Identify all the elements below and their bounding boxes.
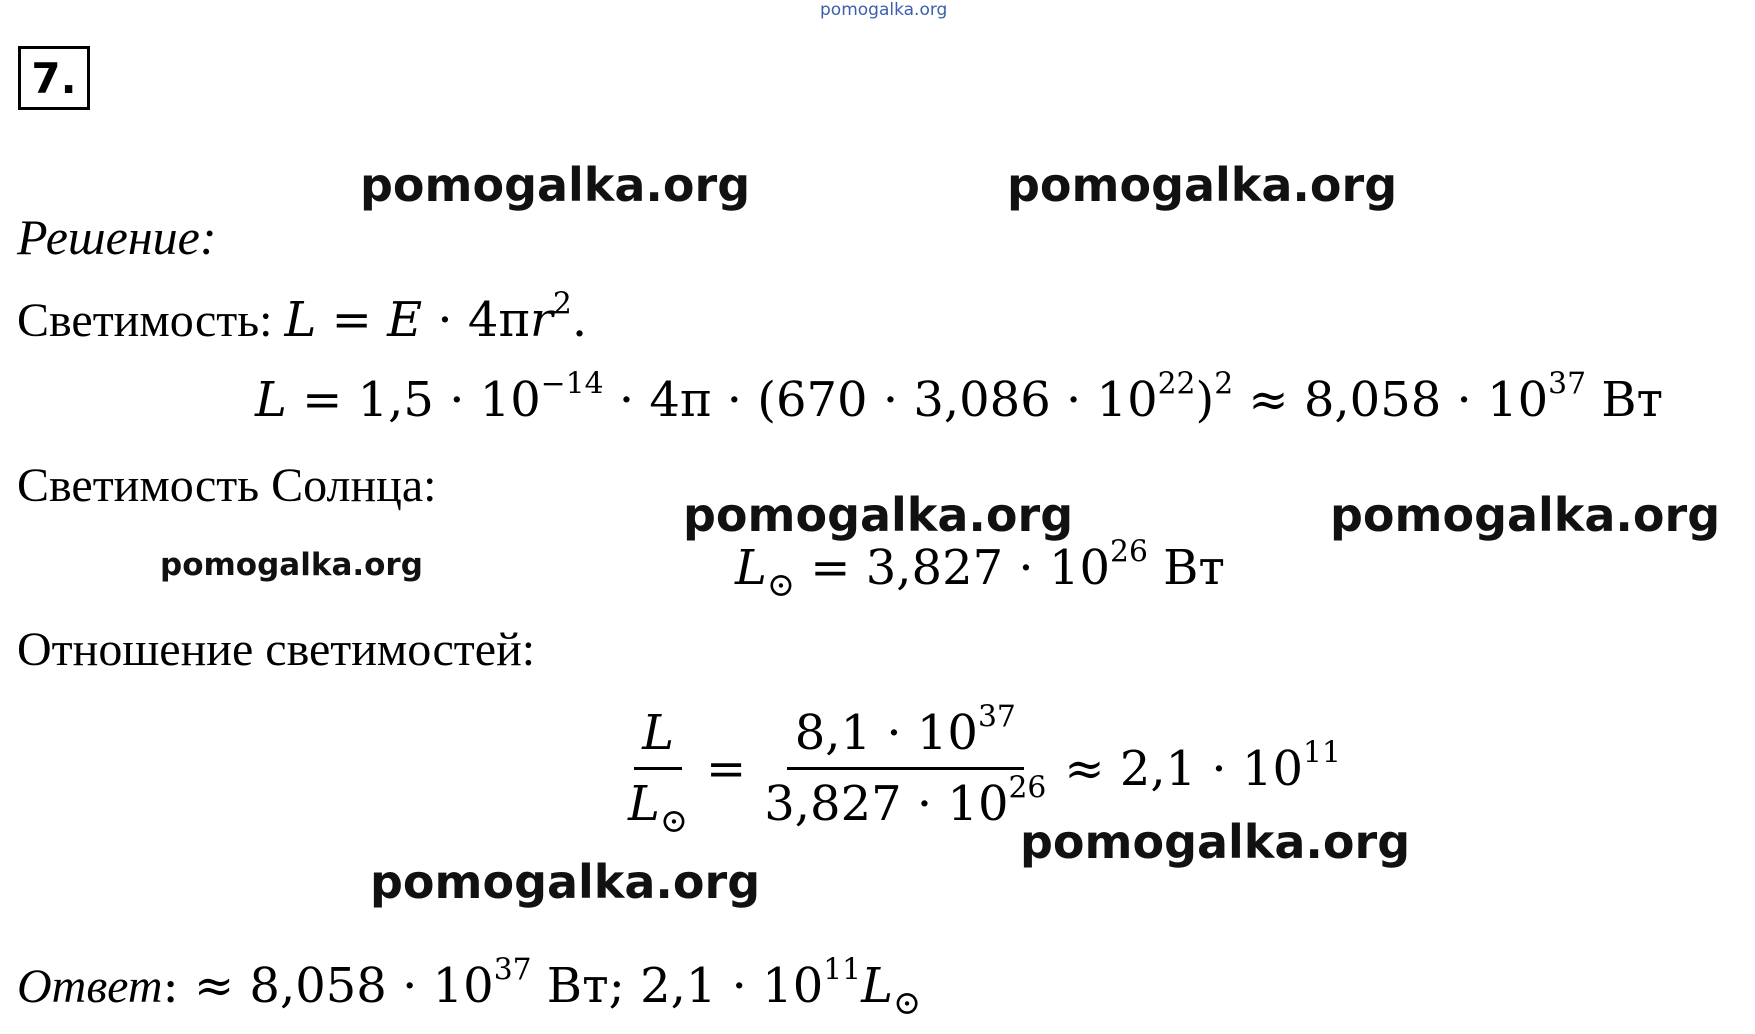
formula-r: r: [529, 292, 553, 348]
task-number-box: [18, 46, 90, 110]
task-number: 7.: [31, 53, 77, 103]
solution-heading: Решение:: [17, 209, 217, 265]
answer-part1: ≈ 8,058 · 10: [193, 958, 494, 1014]
luminosity-calculation: [255, 366, 1664, 428]
watermark-5: pomogalka.org: [160, 547, 423, 583]
ratio-result-exp: 11: [1303, 735, 1341, 771]
answer-part2: Вт; 2,1 · 10: [531, 958, 824, 1014]
formula-exponent: 2: [552, 286, 572, 322]
answer-line: [17, 952, 922, 1022]
ratio-fraction-2: [756, 699, 1054, 832]
watermark-4: pomogalka.org: [1330, 488, 1721, 542]
fraction-2-numerator: [787, 699, 1024, 770]
ratio-result-value: ≈ 2,1 · 10: [1064, 740, 1304, 797]
answer-colon: :: [162, 958, 194, 1014]
sun-sign-icon: ⊙: [659, 800, 689, 840]
sun-value: = 3,827 · 10: [795, 540, 1111, 596]
calc-exp1: −14: [540, 366, 604, 402]
ratio-equation: [610, 699, 1341, 840]
ratio-label: Отношение светимостей:: [17, 623, 536, 676]
answer-exp1: 37: [493, 952, 532, 988]
watermark-2: pomogalka.org: [1007, 158, 1398, 212]
solution-label: Решение: [17, 209, 200, 265]
answer-symbol: L: [861, 958, 893, 1014]
formula-rest: · 4π: [422, 292, 530, 348]
answer-exp2: 11: [823, 952, 862, 988]
fraction-2-denominator: [756, 770, 1054, 832]
calc-part3: ): [1195, 372, 1215, 428]
fraction-2-den-value: 3,827 · 10: [764, 776, 1009, 832]
formula-period: .: [571, 292, 588, 348]
answer-label: Ответ: [17, 960, 163, 1013]
fraction-2-num-exp: 37: [977, 699, 1016, 735]
watermark-6: pomogalka.org: [1020, 815, 1411, 869]
ratio-fraction-1: [620, 705, 696, 840]
calc-L: L: [255, 372, 287, 428]
calc-part4: ≈ 8,058 · 10: [1233, 372, 1549, 428]
sun-unit: Вт: [1147, 540, 1225, 596]
fraction-2-den-exp: 26: [1008, 770, 1047, 806]
sun-symbol: L: [735, 540, 767, 596]
formula-E: E: [387, 292, 423, 348]
watermark-1: pomogalka.org: [360, 158, 751, 212]
calc-unit: Вт: [1586, 372, 1664, 428]
calc-part1: = 1,5 · 10: [286, 372, 541, 428]
watermark-3: pomogalka.org: [683, 488, 1074, 542]
formula-L: L: [284, 292, 317, 348]
ratio-equals: =: [706, 740, 747, 797]
formula-eq: =: [316, 292, 388, 348]
calc-exp2: 22: [1157, 366, 1196, 402]
fraction-1-denominator: [620, 770, 696, 840]
calc-part2: · 4π · (670 · 3,086 · 10: [603, 372, 1158, 428]
watermark-7: pomogalka.org: [370, 855, 761, 909]
fraction-1-den-L: L: [628, 776, 660, 832]
sun-sign-icon: ⊙: [766, 564, 796, 604]
sun-luminosity-value: [735, 534, 1225, 604]
calc-exp4: 37: [1548, 366, 1586, 402]
fraction-2-num-value: 8,1 · 10: [794, 705, 978, 761]
ratio-result: [1064, 735, 1341, 797]
luminosity-formula-line: [17, 286, 588, 348]
fraction-1-numerator: L: [634, 705, 682, 770]
sun-luminosity-label: Светимость Солнца:: [17, 459, 437, 512]
sun-exponent: 26: [1110, 534, 1148, 570]
sun-sign-icon: ⊙: [892, 982, 922, 1022]
luminosity-label: Светимость:: [17, 294, 285, 347]
top-watermark: pomogalka.org: [820, 0, 948, 20]
calc-exp3: 2: [1214, 366, 1234, 402]
